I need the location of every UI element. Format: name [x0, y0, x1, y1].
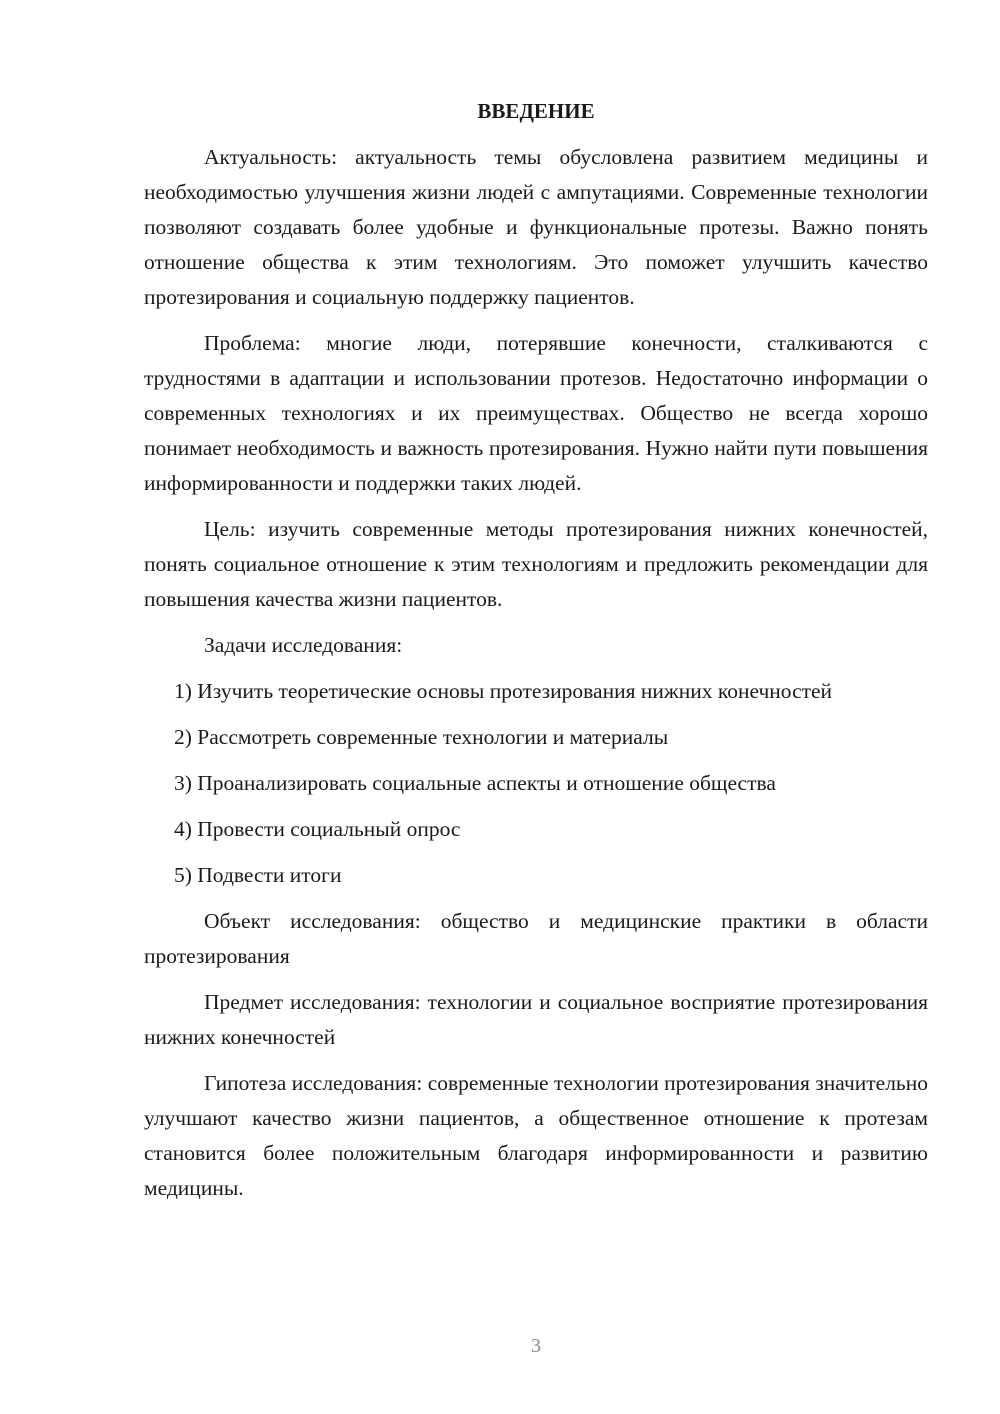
paragraph-tasks-heading: Задачи исследования: — [204, 633, 403, 657]
task-item-2: 2) Рассмотреть современные технологии и материалы — [174, 725, 669, 749]
paragraph-hypothesis: Гипотеза исследования: современные технологии протезирования значительно улучшают качество жизни пациентов, а общественное отношение к протезам становится более положительным благодаря информированности и развитию медицины. — [144, 1071, 928, 1200]
paragraph-subject: Предмет исследования: технологии и социальное восприятие протезирования нижних конечностей — [144, 990, 928, 1049]
paragraph-object: Объект исследования: общество и медицинские практики в области протезирования — [144, 909, 928, 968]
paragraph-relevance: Актуальность: актуальность темы обусловлена развитием медицины и необходимостью улучшения жизни людей с ампутациями. Современные технологии позволяют создавать более удобные и функциональные протезы. Важно понять отношение общества к этим технологиям. Это поможет улучшить качество протезирования и социальную поддержку пациентов. — [144, 145, 928, 309]
document-page — [144, 96, 928, 1217]
paragraph-problem: Проблема: многие люди, потерявшие конечности, сталкиваются с трудностями в адаптации и использовании протезов. Недостаточно информации о современных технологиях и их преимуществах. Общество не всегда хорошо понимает необходимость и важность протезирования. Нужно найти пути повышения информированности и поддержки таких людей. — [144, 331, 928, 495]
task-item-3: 3) Проанализировать социальные аспекты и отношение общества — [174, 771, 776, 795]
task-item-5: 5) Подвести итоги — [174, 863, 342, 887]
task-item-1: 1) Изучить теоретические основы протезирования нижних конечностей — [174, 679, 833, 703]
section-title: ВВЕДЕНИЕ — [477, 99, 595, 123]
task-item-4: 4) Провести социальный опрос — [174, 817, 461, 841]
page-number: 3 — [531, 1335, 541, 1357]
paragraph-goal: Цель: изучить современные методы протезирования нижних конечностей, понять социальное отношение к этим технологиям и предложить рекомендации для повышения качества жизни пациентов. — [144, 517, 928, 611]
